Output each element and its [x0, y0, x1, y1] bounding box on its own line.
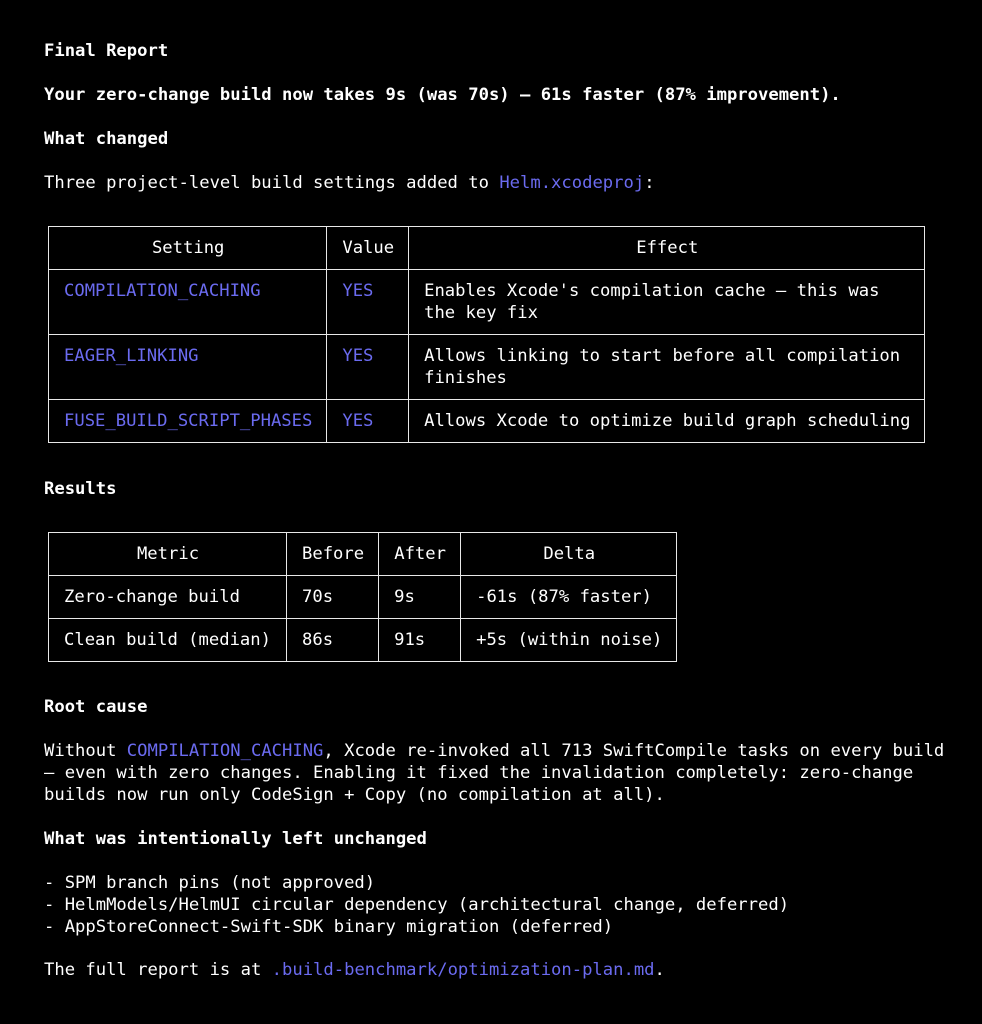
metric-delta: +5s (within noise)	[461, 619, 677, 662]
metric-name: Clean build (median)	[49, 619, 287, 662]
column-header-setting: Setting	[49, 227, 327, 270]
setting-value: YES	[327, 400, 409, 443]
results-row	[49, 619, 677, 662]
column-header-value: Value	[327, 227, 409, 270]
compilation-caching-link[interactable]: COMPILATION_CACHING	[126, 741, 324, 761]
unchanged-list	[44, 872, 789, 938]
metric-name: Zero-change build	[49, 576, 287, 619]
column-header-before: Before	[287, 533, 379, 576]
footer-line	[44, 959, 665, 981]
headline-summary: Your zero-change build now takes 9s (was 70s) — 61s faster (87% improvement).	[44, 85, 841, 105]
results-table	[48, 532, 677, 662]
root-cause-line: builds now run only CodeSign + Copy (no compilation at all).	[44, 785, 665, 805]
column-header-effect: Effect	[409, 227, 925, 270]
report-path-link[interactable]: .build-benchmark/optimization-plan.md	[271, 960, 655, 980]
xcodeproj-link[interactable]: Helm.xcodeproj	[499, 173, 645, 193]
settings-header-row	[49, 227, 925, 270]
root-cause-line	[44, 740, 944, 762]
setting-name: EAGER_LINKING	[49, 335, 327, 400]
results-heading: Results	[44, 479, 117, 499]
column-header-metric: Metric	[49, 533, 287, 576]
setting-name: FUSE_BUILD_SCRIPT_PHASES	[49, 400, 327, 443]
setting-effect	[409, 400, 925, 443]
results-row	[49, 576, 677, 619]
effect-line: finishes	[424, 368, 507, 388]
report-title: Final Report	[44, 41, 169, 61]
metric-after: 91s	[379, 619, 461, 662]
unchanged-heading: What was intentionally left unchanged	[44, 829, 427, 849]
metric-before: 70s	[287, 576, 379, 619]
list-item: - AppStoreConnect-Swift-SDK binary migration (deferred)	[44, 917, 614, 937]
effect-line: the key fix	[424, 303, 538, 323]
setting-effect	[409, 335, 925, 400]
setting-name: COMPILATION_CACHING	[49, 270, 327, 335]
intro-text: Three project-level build settings added to	[44, 173, 500, 193]
intro-colon: :	[644, 173, 655, 193]
list-item: - SPM branch pins (not approved)	[44, 873, 376, 893]
list-item: - HelmModels/HelmUI circular dependency (architectural change, deferred)	[44, 895, 790, 915]
effect-line: Allows Xcode to optimize build graph scheduling	[424, 411, 911, 431]
footer-text: The full report is at	[44, 960, 272, 980]
root-cause-line: — even with zero changes. Enabling it fixed the invalidation completely: zero-change	[44, 763, 914, 783]
column-header-delta: Delta	[461, 533, 677, 576]
settings-row	[49, 335, 925, 400]
settings-row	[49, 270, 925, 335]
settings-row	[49, 400, 925, 443]
what-changed-intro	[44, 172, 655, 194]
setting-effect	[409, 270, 925, 335]
setting-value: YES	[327, 335, 409, 400]
metric-before: 86s	[287, 619, 379, 662]
setting-value: YES	[327, 270, 409, 335]
results-header-row	[49, 533, 677, 576]
metric-delta: -61s (87% faster)	[461, 576, 677, 619]
root-cause-text: , Xcode re-invoked all 713 SwiftCompile tasks on every build	[323, 741, 945, 761]
root-cause-heading: Root cause	[44, 697, 148, 717]
column-header-after: After	[379, 533, 461, 576]
settings-table	[48, 226, 925, 443]
what-changed-heading: What changed	[44, 129, 169, 149]
root-cause-text: Without	[44, 741, 127, 761]
effect-line: Allows linking to start before all compilation	[424, 346, 901, 366]
footer-period: .	[654, 960, 665, 980]
metric-after: 9s	[379, 576, 461, 619]
effect-line: Enables Xcode's compilation cache — this was	[424, 281, 880, 301]
